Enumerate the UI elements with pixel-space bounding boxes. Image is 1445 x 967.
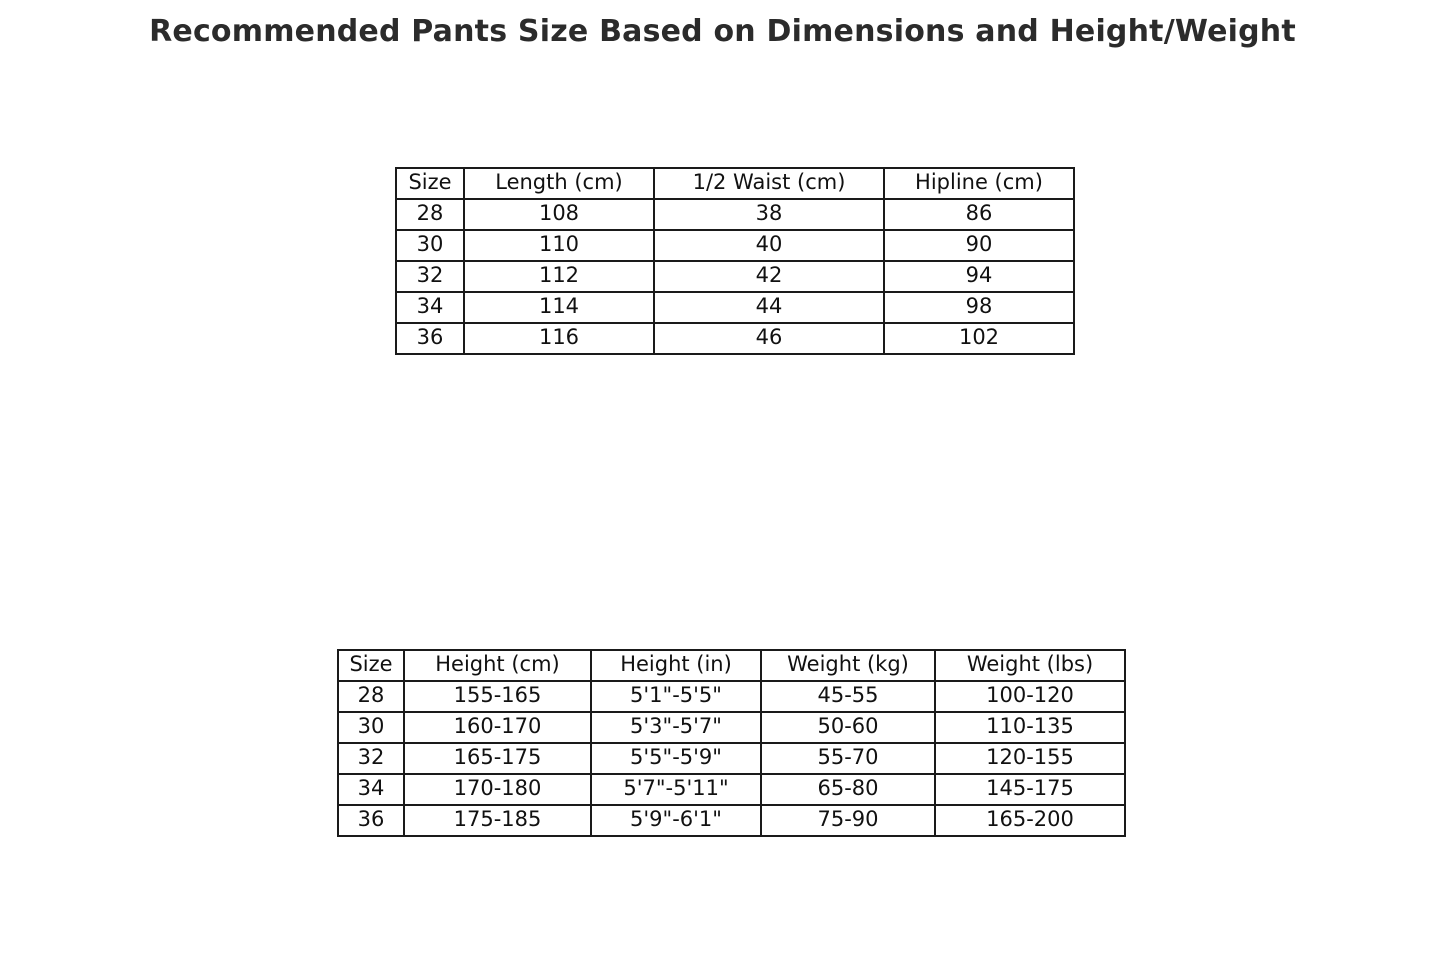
cell-length: 116 xyxy=(464,323,654,354)
cell-height-cm: 165-175 xyxy=(404,743,591,774)
cell-height-cm: 155-165 xyxy=(404,681,591,712)
cell-size: 36 xyxy=(396,323,464,354)
column-header-length-cm: Length (cm) xyxy=(464,168,654,199)
cell-height-in: 5'1"-5'5" xyxy=(591,681,761,712)
table-header-row xyxy=(396,168,1074,199)
dimensions-table xyxy=(395,167,1075,355)
cell-weight-lbs: 165-200 xyxy=(935,805,1125,836)
cell-half-waist: 40 xyxy=(654,230,884,261)
cell-half-waist: 46 xyxy=(654,323,884,354)
cell-height-cm: 170-180 xyxy=(404,774,591,805)
column-header-height-cm: Height (cm) xyxy=(404,650,591,681)
cell-weight-lbs: 120-155 xyxy=(935,743,1125,774)
cell-weight-kg: 55-70 xyxy=(761,743,935,774)
column-header-weight-kg: Weight (kg) xyxy=(761,650,935,681)
column-header-height-in: Height (in) xyxy=(591,650,761,681)
column-header-half-waist-cm: 1/2 Waist (cm) xyxy=(654,168,884,199)
cell-weight-lbs: 110-135 xyxy=(935,712,1125,743)
cell-half-waist: 38 xyxy=(654,199,884,230)
cell-height-cm: 160-170 xyxy=(404,712,591,743)
table-row xyxy=(338,774,1125,805)
cell-length: 112 xyxy=(464,261,654,292)
cell-hipline: 102 xyxy=(884,323,1074,354)
cell-size: 30 xyxy=(396,230,464,261)
cell-weight-kg: 65-80 xyxy=(761,774,935,805)
cell-weight-lbs: 145-175 xyxy=(935,774,1125,805)
cell-height-in: 5'9"-6'1" xyxy=(591,805,761,836)
table-row xyxy=(396,292,1074,323)
cell-half-waist: 42 xyxy=(654,261,884,292)
cell-size: 28 xyxy=(396,199,464,230)
cell-size: 28 xyxy=(338,681,404,712)
cell-length: 110 xyxy=(464,230,654,261)
cell-height-in: 5'5"-5'9" xyxy=(591,743,761,774)
table-row xyxy=(338,712,1125,743)
table-row xyxy=(338,743,1125,774)
cell-hipline: 90 xyxy=(884,230,1074,261)
table-header-row xyxy=(338,650,1125,681)
cell-height-in: 5'3"-5'7" xyxy=(591,712,761,743)
table-row xyxy=(396,261,1074,292)
column-header-size: Size xyxy=(396,168,464,199)
cell-hipline: 86 xyxy=(884,199,1074,230)
cell-size: 36 xyxy=(338,805,404,836)
cell-height-cm: 175-185 xyxy=(404,805,591,836)
page-title: Recommended Pants Size Based on Dimensions and Height/Weight xyxy=(149,14,1296,49)
cell-size: 30 xyxy=(338,712,404,743)
height-weight-table xyxy=(337,649,1126,837)
cell-size: 34 xyxy=(338,774,404,805)
column-header-weight-lbs: Weight (lbs) xyxy=(935,650,1125,681)
cell-size: 32 xyxy=(396,261,464,292)
cell-hipline: 94 xyxy=(884,261,1074,292)
cell-hipline: 98 xyxy=(884,292,1074,323)
cell-length: 114 xyxy=(464,292,654,323)
cell-length: 108 xyxy=(464,199,654,230)
cell-size: 34 xyxy=(396,292,464,323)
table-row xyxy=(396,199,1074,230)
column-header-hipline-cm: Hipline (cm) xyxy=(884,168,1074,199)
cell-weight-kg: 45-55 xyxy=(761,681,935,712)
cell-weight-kg: 75-90 xyxy=(761,805,935,836)
table-row xyxy=(338,805,1125,836)
table-row xyxy=(396,323,1074,354)
table-row xyxy=(396,230,1074,261)
cell-weight-lbs: 100-120 xyxy=(935,681,1125,712)
cell-height-in: 5'7"-5'11" xyxy=(591,774,761,805)
cell-weight-kg: 50-60 xyxy=(761,712,935,743)
column-header-size: Size xyxy=(338,650,404,681)
cell-half-waist: 44 xyxy=(654,292,884,323)
table-row xyxy=(338,681,1125,712)
cell-size: 32 xyxy=(338,743,404,774)
